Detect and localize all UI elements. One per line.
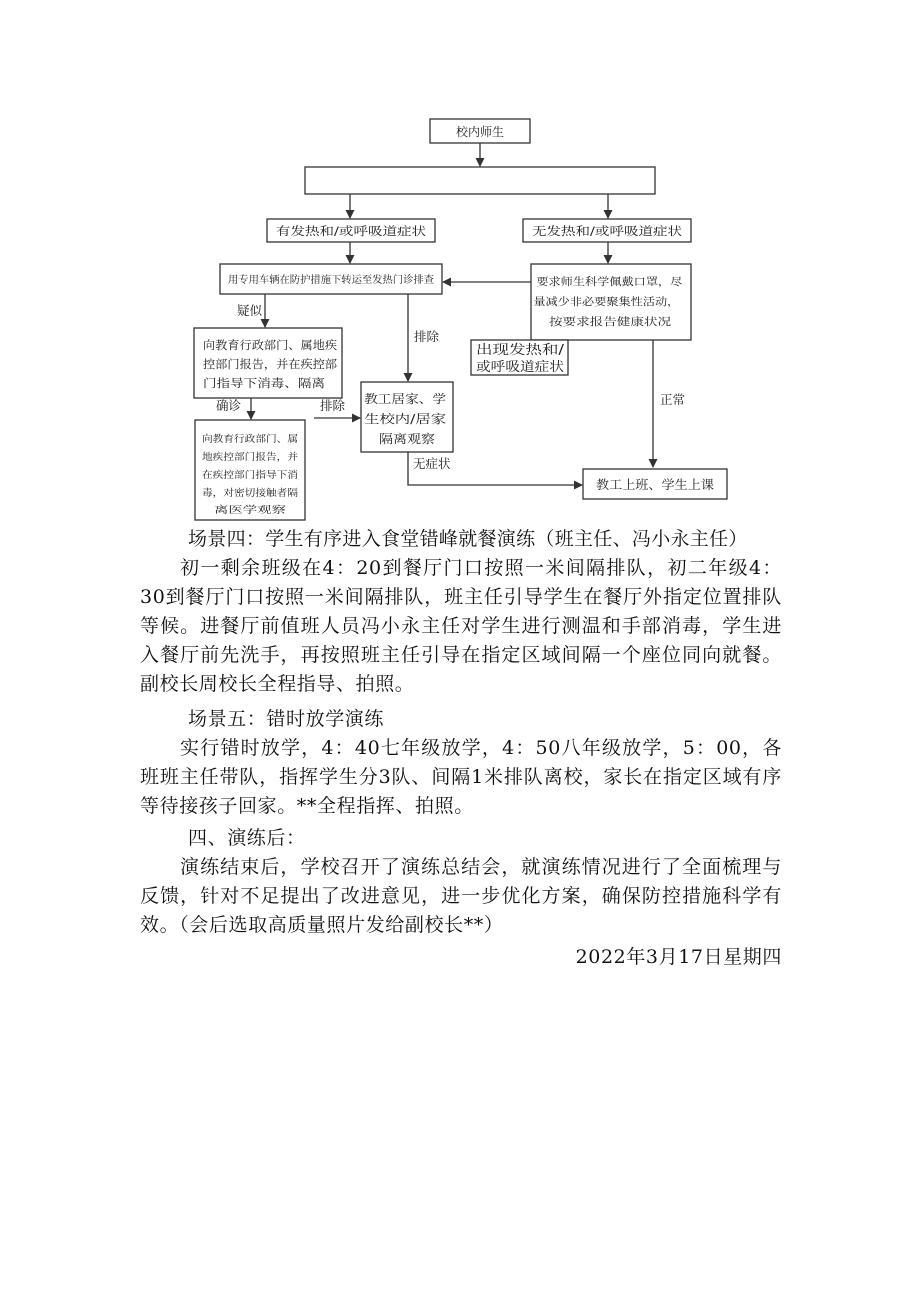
- node-home-observation-line: 隔离观察: [379, 432, 428, 446]
- section4-body: 演练结束后，学校召开了演练总结会，就演练情况进行了全面梳理与反馈，针对不足提出了改进意见，进一步优化方案，确保防控措施科学有效。（会后选取高质量照片发给副校长**）: [140, 856, 782, 936]
- svg-text:要求师生科学佩戴口罩，尽 量减少非必要聚集性活动: [533, 275, 685, 328]
- node-mask-line: 按要求报告健康状况: [549, 316, 644, 328]
- node-symptom-appear-line: 或呼吸道症状: [476, 360, 555, 375]
- node-has-symptom-text: 有发热和/或呼吸道症状: [276, 224, 427, 238]
- node-home-observation-line: 生校内/居家: [364, 412, 429, 426]
- node-mask-line: 要求师生科学佩戴口罩，尽: [536, 276, 663, 288]
- svg-text:向教育行政部门、属地疾 控部门报告，并在疾控部: [203, 338, 341, 390]
- section4-title: 四、演练后：: [188, 827, 306, 849]
- edge-label-normal: 正常: [660, 392, 686, 407]
- scene5-body: 实行错时放学，4：40七年级放学，4：50八年级放学，5：00，各班班主任带队，指挥学生分3队、间隔1米排队离校，家长在指定区域有序等待接孩子回家。**全程指挥、拍照。: [140, 737, 782, 817]
- edge-label-exclude-2: 排除: [320, 398, 346, 413]
- edge-label-exclude: 排除: [414, 329, 440, 344]
- edge-label-no-symptom: 无症状: [413, 456, 451, 471]
- document-date: 2022年3月17日星期四: [575, 946, 782, 968]
- node-mask-line: 量减少非必要聚集性活动，: [533, 296, 660, 308]
- node-home-observation-line: 教工居家、学: [364, 392, 437, 406]
- node-confirm-line: 离医学观察: [214, 505, 262, 516]
- edge-label-confirm: 确诊: [216, 398, 242, 413]
- node-staff-text: 校内师生: [455, 125, 505, 139]
- node-suspect-line: 控部门报告，并在疾控部: [203, 357, 338, 371]
- node-no-symptom-text: 无发热和/或呼吸道症状: [532, 224, 683, 238]
- node-transport-text: 用专用车辆在防护措施下转运至发热门诊排查: [228, 275, 428, 286]
- node-confirm-line: 地疾控部门报告，并: [202, 452, 288, 463]
- node-confirm-line: 向教育行政部门、属: [202, 434, 288, 445]
- scene4-body: 初一剩余班级在4：20到餐厅门口按照一米间隔排队，初二年级4：30到餐厅门口按照一米间隔排队，班主任引导学生在餐厅外指定位置排队等候。进餐厅前值班人员冯小永主任对学生进行测温和手部消毒，学生进入餐厅前先洗手，再按照班主任引导在指定区域间隔一个座位同向就餐。副校长周校长全程指导、拍照。: [140, 557, 782, 695]
- node-symptom-appear-line: 出现发热和/: [476, 343, 546, 358]
- edge-label-suspect: 疑似: [237, 303, 263, 318]
- node-normal-classes-text: 教工上班、学生上课: [596, 477, 715, 492]
- scene5-title: 场景五：错时放学演练: [188, 708, 385, 730]
- scene4-title: 场景四：学生有序进入食堂错峰就餐演练（班主任、冯小永主任）: [188, 528, 748, 550]
- node-suspect-line: 门指导下消毒、隔离: [203, 376, 325, 390]
- node-confirm-line: 在疾控部门指导下消: [202, 470, 288, 481]
- epidemic-response-flowchart: [0, 0, 920, 525]
- node-suspect-line: 向教育行政部门、属地疾: [203, 338, 338, 352]
- node-screening: [305, 167, 655, 194]
- node-confirm-line: 毒，对密切接触者隔: [202, 488, 288, 499]
